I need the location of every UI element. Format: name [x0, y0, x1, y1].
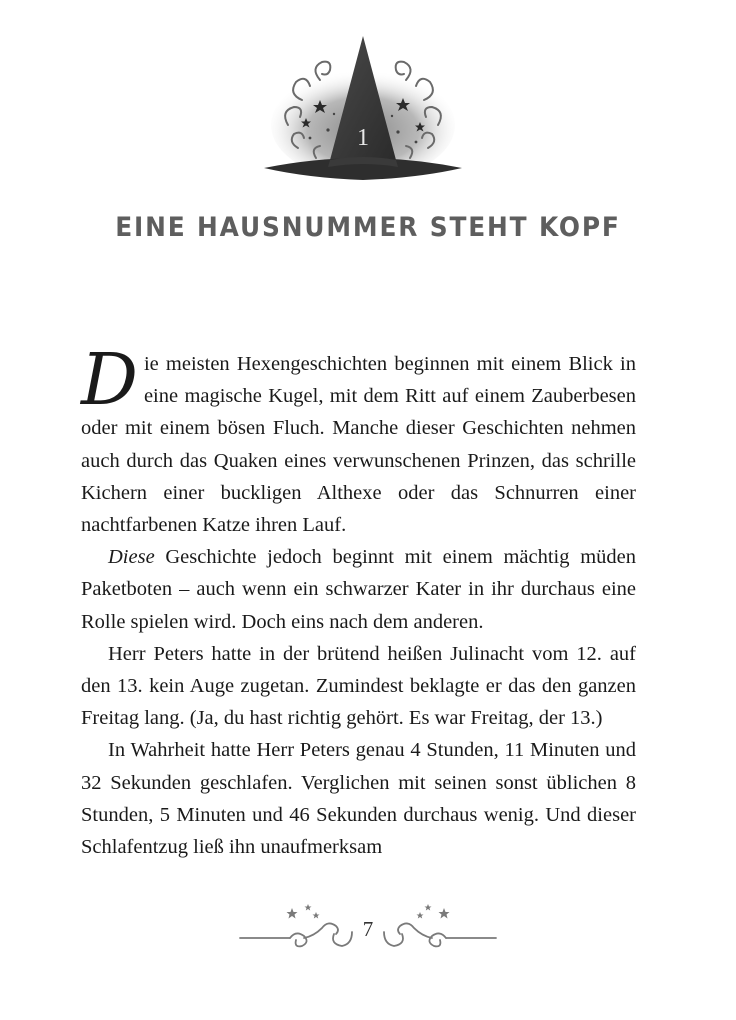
- page-footer: [238, 900, 498, 956]
- paragraph-1-text: ie meisten Hexengeschichten beginnen mit einem Blick in eine magische Kugel, mit dem Ritt auf einem Zauberbesen oder mit einem bösen Fluch. Manche dieser Geschichten nehmen auch durch das Quaken eines verwunschenen Prinzen, das schrille Kichern einer buckligen Althexe oder das Schnurren einer nachtfarbenen Katze ihren Lauf.: [81, 353, 636, 537]
- paragraph-2: [81, 541, 636, 638]
- body-text: [81, 338, 636, 863]
- paragraph-4: In Wahrheit hatte Herr Peters genau 4 Stunden, 11 Minuten und 32 Sekunden geschlafen. Verglichen mit seinen sonst üblichen 8 Stunden, 5 Minuten und 46 Sekunden durchaus wenig. Und dieser Schlafentzug ließ ihn unaufmerksam: [81, 739, 636, 859]
- emphasis-diese: Diese: [108, 546, 155, 569]
- paragraph-2-text: Geschichte jedoch beginnt mit einem mächtig müden Paketboten – auch wenn ein schwarzer Kater in ihr durchaus eine Rolle spielen wird. Doch eins nach dem anderen.: [81, 546, 636, 633]
- paragraph-3: Herr Peters hatte in der brütend heißen Julinacht vom 12. auf den 13. kein Auge zugetan. Zumindest beklagte er das den ganzen Freitag lang. (Ja, du hast richtig gehört. Es war Freitag, der 13.): [81, 642, 636, 730]
- chapter-number: 1: [357, 125, 369, 151]
- witch-hat-icon: [258, 30, 468, 200]
- drop-cap: D: [81, 338, 138, 421]
- chapter-hat-emblem: [258, 30, 468, 200]
- paragraph-1: [81, 338, 636, 541]
- chapter-title: EINE HAUSNUMMER STEHT KOPF: [115, 212, 621, 243]
- page-number: 7: [362, 917, 374, 941]
